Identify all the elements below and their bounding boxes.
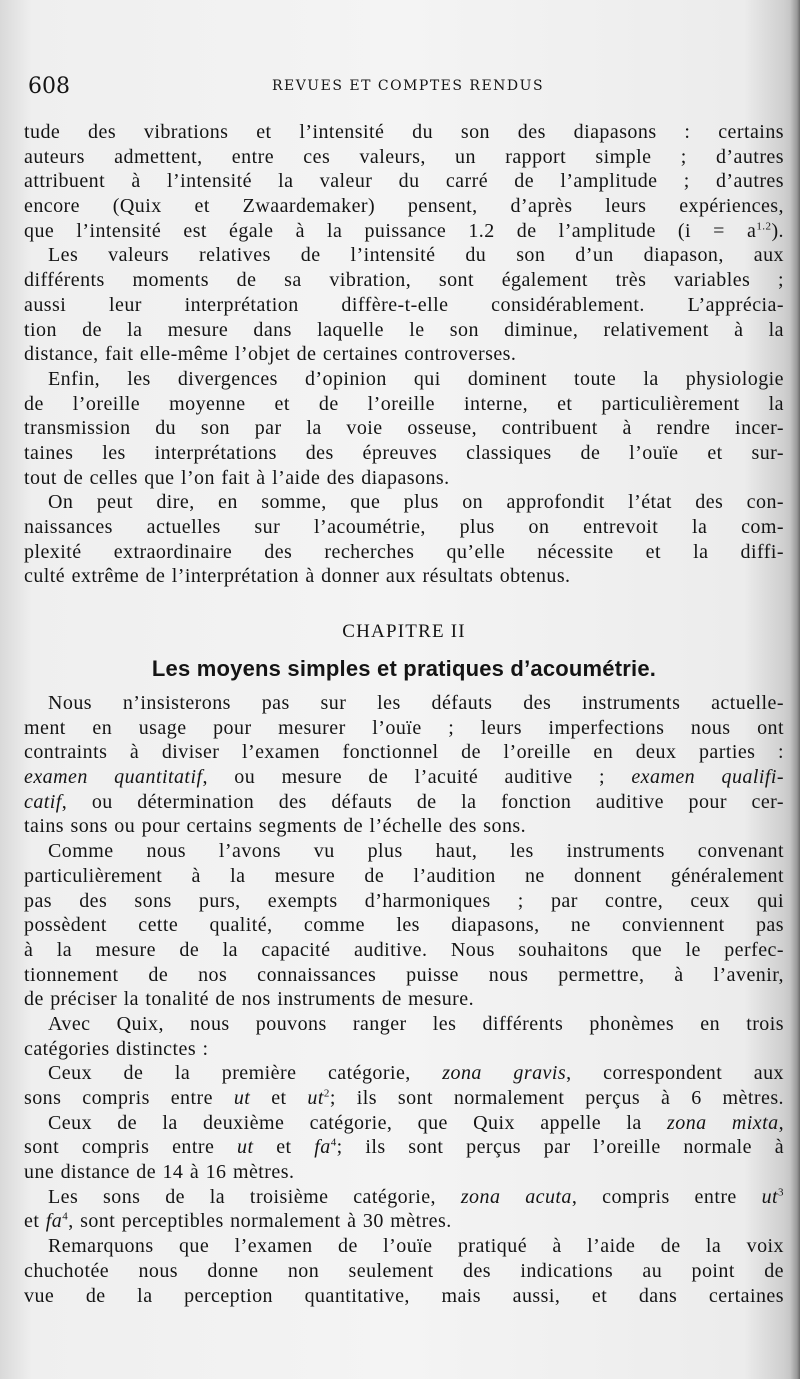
paragraph-start-line: Comme nous l’avons vu plus haut, les instruments convenant — [48, 840, 784, 863]
text-line-with-formula — [24, 219, 784, 244]
text-fragment: , ou mesure de l’acuité auditive ; — [202, 766, 605, 789]
note-octave: 2 — [323, 1087, 330, 1100]
paragraph-start-line: Enfin, les divergences d’opinion qui dominent toute la physiologie — [48, 367, 784, 390]
text-line: tains sons ou pour certains segments de l’échelle des sons. — [24, 815, 527, 838]
paragraph-start-line-with-italics — [24, 1185, 784, 1210]
chapter-label: CHAPITRE II — [342, 621, 466, 642]
text-line: ment en usage pour mesurer l’ouïe ; leurs imperfections nous ont — [24, 716, 784, 739]
text-line: particulièrement à la mesure de l’audition ne donnent généralement — [24, 864, 784, 887]
text-line: tude des vibrations et l’intensité du son des diapasons : certains — [24, 121, 784, 143]
body-section-one — [24, 120, 784, 589]
text-fragment: sons compris entre — [24, 1087, 213, 1109]
text-line: différents moments de sa vibration, sont également très variables ; — [24, 269, 784, 292]
chapter-title: Les moyens simples et pratiques d’acoumétrie. — [151, 656, 657, 681]
text-line: plexité extraordinaire des recherches qu’elle nécessite et la diffi- — [24, 540, 784, 563]
text-line: de préciser la tonalité de nos instruments de mesure. — [24, 988, 475, 1011]
text-fragment: , correspondent aux — [566, 1062, 785, 1085]
paragraph-start-line-with-italics — [24, 1111, 784, 1136]
text-line: tion de la mesure dans laquelle le son diminue, relativement à la — [24, 318, 784, 341]
text-line: tout de celles que l’on fait à l’aide des diapasons. — [24, 466, 450, 489]
text-line: transmission du son par la voie osseuse, contribuent à rendre incer- — [24, 417, 784, 440]
text-line: distance, fait elle-même l’objet de certaines controverses. — [24, 343, 517, 366]
text-fragment: Ceux de la première catégorie, — [48, 1062, 411, 1085]
text-line: tionnement de nos connaissances puisse nous permettre, à l’avenir, — [24, 963, 784, 986]
text-line: à la mesure de la capacité auditive. Nous souhaitons que le perfec- — [24, 938, 784, 961]
page-number: 608 — [28, 74, 70, 99]
text-fragment: ; ils sont perçus par l’oreille normale à — [336, 1136, 785, 1159]
text-line: encore (Quix et Zwaardemaker) pensent, d’après leurs expériences, — [24, 195, 784, 218]
italic-term: zona mixta — [667, 1111, 779, 1134]
italic-term: examen quantitatif — [24, 766, 203, 789]
musical-note: ut — [307, 1087, 324, 1109]
text-line: contraints à diviser l’examen fonctionnel de l’oreille en deux parties : — [24, 741, 784, 764]
formula-close: ). — [771, 219, 784, 242]
text-line-with-notes — [24, 1086, 784, 1111]
note-octave: 4 — [62, 1210, 69, 1223]
text-fragment: et — [276, 1136, 292, 1159]
text-line: une distance de 14 à 16 mètres. — [24, 1161, 295, 1184]
italic-term: zona acuta — [460, 1185, 572, 1208]
page-header — [28, 74, 788, 98]
text-line: vue de la perception quantitative, mais aussi, et dans certaines — [24, 1284, 784, 1307]
running-title: REVUES ET COMPTES RENDUS — [271, 78, 545, 94]
paragraph-start-line-with-italics — [24, 1061, 784, 1086]
italic-term: zona gravis — [442, 1062, 567, 1085]
formula-prefix: que l’intensité est égale à la puissance 1.2 de l’amplitude (i = a — [24, 219, 757, 242]
italic-term: examen qualifi- — [631, 766, 784, 789]
formula-exponent: 1.2 — [756, 220, 772, 233]
text-fragment: ; ils sont normalement perçus à 6 mètres. — [329, 1087, 785, 1109]
note-octave: 4 — [330, 1136, 337, 1149]
text-fragment: , compris entre — [571, 1185, 737, 1208]
text-line: attribuent à l’intensité la valeur du carré de l’amplitude ; d’autres — [24, 170, 784, 193]
text-line: de l’oreille moyenne et de l’oreille interne, et particulièrement la — [24, 392, 784, 415]
musical-note: fa — [45, 1210, 63, 1233]
text-fragment: Ceux de la deuxième catégorie, que Quix appelle la — [48, 1111, 642, 1134]
paragraph-start-line: On peut dire, en somme, que plus on approfondit l’état des con- — [48, 491, 784, 514]
musical-note: fa — [314, 1136, 331, 1159]
text-line-with-notes — [24, 1209, 784, 1234]
italic-term: catif — [24, 790, 62, 813]
text-fragment: sont compris entre — [24, 1136, 215, 1159]
note-octave: 3 — [778, 1186, 784, 1199]
text-line-with-notes — [24, 1135, 784, 1160]
text-line: auteurs admettent, entre ces valeurs, un rapport simple ; d’autres — [24, 145, 784, 168]
body-section-two — [24, 691, 784, 1308]
musical-note: ut — [237, 1136, 254, 1159]
text-fragment: , sont perceptibles normalement à 30 mètres. — [68, 1210, 452, 1233]
text-line: culté extrême de l’interprétation à donner aux résultats obtenus. — [24, 565, 571, 588]
text-fragment: , ou détermination des défauts de la fonction auditive pour cer- — [61, 790, 784, 813]
text-line: naissances actuelles sur l’acoumétrie, plus on entrevoit la com- — [24, 516, 784, 538]
paragraph-start-line: Remarquons que l’examen de l’ouïe pratiqué à l’aide de la voix — [48, 1235, 784, 1258]
text-fragment: , — [778, 1111, 785, 1134]
text-fragment: et — [24, 1210, 40, 1233]
text-line-with-italics — [24, 765, 784, 790]
text-line: chuchotée nous donne non seulement des indications au point de — [24, 1259, 784, 1282]
paragraph-start-line: Avec Quix, nous pouvons ranger les différents phonèmes en trois — [48, 1012, 784, 1035]
text-line: taines les interprétations des épreuves classiques de l’ouïe et sur- — [24, 441, 784, 464]
text-line: catégories distinctes : — [24, 1037, 209, 1060]
paragraph-start-line: Les valeurs relatives de l’intensité du son d’un diapason, aux — [48, 244, 784, 267]
text-line: pas des sons purs, exempts d’harmoniques ; par contre, ceux qui — [24, 889, 784, 912]
musical-note: ut — [761, 1185, 779, 1208]
text-line: aussi leur interprétation diffère-t-elle considérablement. L’apprécia- — [24, 293, 784, 316]
text-fragment: Les sons de la troisième catégorie, — [48, 1185, 436, 1208]
musical-note: ut — [233, 1087, 251, 1109]
text-fragment: et — [271, 1087, 287, 1109]
paragraph-start-line: Nous n’insisterons pas sur les défauts des instruments actuelle- — [48, 692, 784, 714]
text-line-with-italics — [24, 790, 784, 815]
text-line: possèdent cette qualité, comme les diapasons, ne conviennent pas — [24, 914, 784, 937]
